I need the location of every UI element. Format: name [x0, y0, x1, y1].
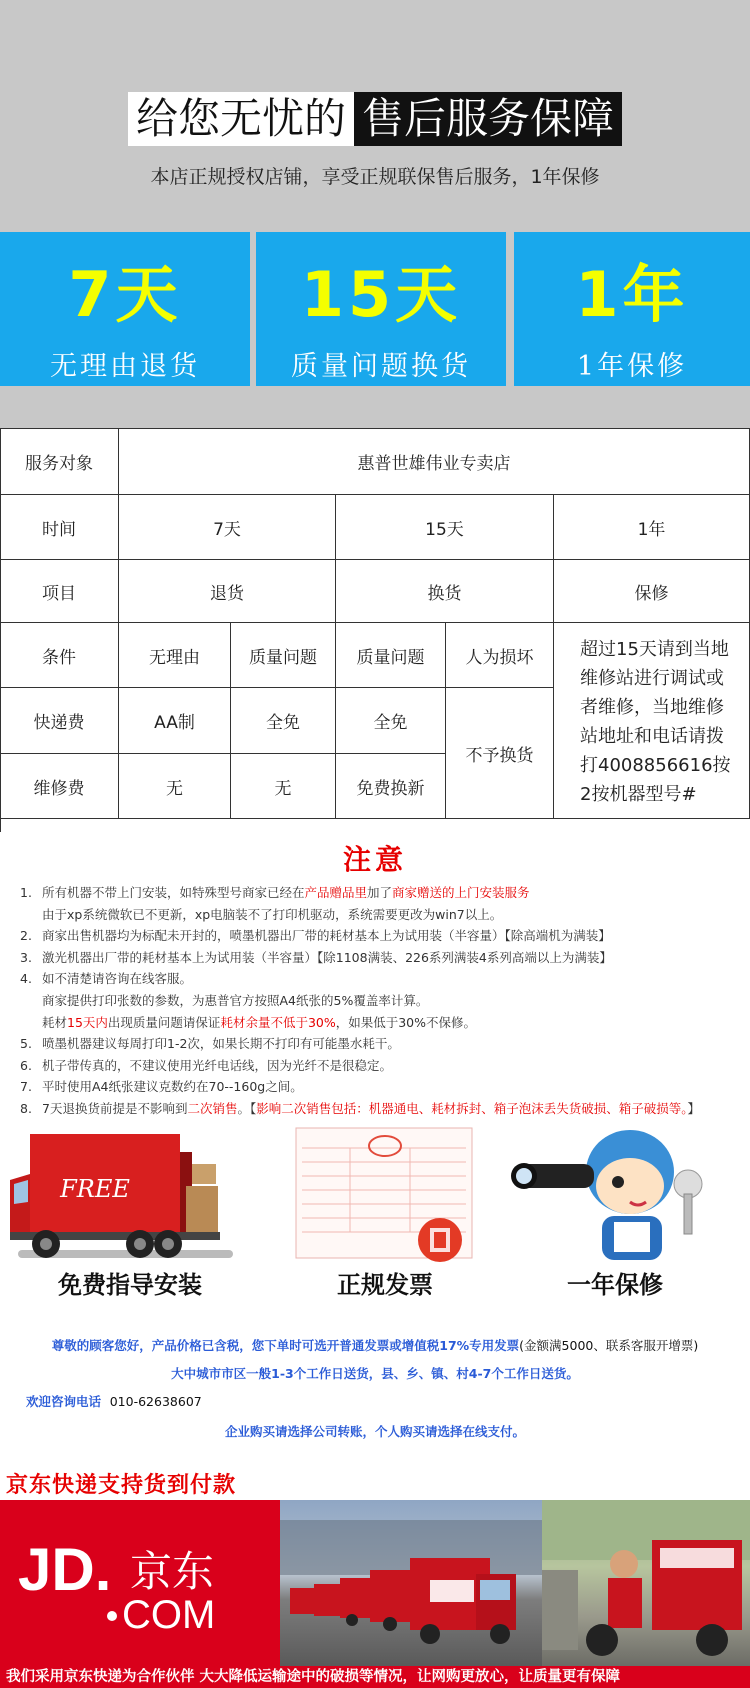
contact-phone: 010-62638607: [109, 1394, 202, 1409]
notice-num: 2.: [20, 928, 32, 944]
shipping-free-return: 全免: [231, 688, 336, 754]
notice-highlight: 二次销售: [187, 1100, 238, 1116]
repair-free-replace: 免费换新: [336, 754, 446, 819]
guarantee-tiles: [0, 232, 750, 386]
payment-info: 企业购买请选择公司转账，个人购买请选择在线支付。: [224, 1424, 525, 1439]
condition-quality-return: 质量问题: [231, 623, 336, 688]
policy-table: [0, 428, 750, 832]
notice-highlight: 产品赠品里: [304, 885, 368, 900]
warranty-note: 超过15天请到当地维修站进行调试或者维修，当地维修站地址和电话请拨打4008856616按2按机器型号#: [554, 623, 750, 819]
notice-text: 。【: [237, 1100, 257, 1116]
notice-item: [20, 925, 735, 947]
jd-trucks-photo: [280, 1500, 542, 1666]
tile-small: 1年保修: [576, 351, 688, 382]
tile-exchange: [256, 232, 506, 386]
notice-num: 7.: [20, 1079, 32, 1095]
notice-item: [20, 882, 735, 904]
notice-num: 4.: [20, 971, 32, 987]
tile-big: 1年: [575, 258, 689, 331]
delivery-info: 大中城市市区一般1-3个工作日送货，县、乡、镇、村4-7个工作日送货。: [171, 1366, 579, 1381]
notice-item: [20, 947, 735, 969]
tile-big: 15天: [300, 258, 462, 331]
condition-no-reason: 无理由: [119, 623, 231, 688]
row-label-shipping: 快递费: [0, 688, 119, 754]
notice-highlight: 影响二次销售包括：机器通电、耗材拆封、箱子泡沫丢失货破损、箱子破损等。: [256, 1100, 688, 1116]
notice-text: 出现质量问题请保证: [107, 1014, 221, 1030]
notice-item: [20, 1055, 735, 1077]
service-icons: [0, 1124, 750, 1304]
warranty-box: [510, 1124, 720, 1304]
page-subtitle: 本店正规授权店铺，享受正规联保售后服务，1年保修: [150, 166, 600, 188]
notice-text: 7天退换货前提是不影响到: [42, 1100, 188, 1116]
notice-item: [20, 1076, 735, 1098]
install-guide-label: 免费指导安装: [58, 1271, 202, 1299]
notice-text: 耗材: [42, 1014, 68, 1030]
notice-text: ，如果低于30%不保修。: [335, 1014, 477, 1030]
title-inverse: 售后服务保障: [354, 92, 622, 146]
jd-footer-slogan: 我们采用京东快递为合作伙伴 大大降低运输途中的破损等情况，让网购更放心，让质量更有保障: [0, 1666, 750, 1688]
item-warranty: 保修: [554, 560, 750, 623]
time-7d: 7天: [119, 495, 336, 560]
notice-text: 由于xp系统微软已不更新，xp电脑装不了打印机驱动，系统需要更改为win7以上。: [42, 906, 503, 922]
tile-big: 7天: [68, 258, 182, 331]
no-exchange-cell: 不予换货: [446, 688, 554, 819]
tile-warranty: [514, 232, 750, 386]
notice-text: 激光机器出厂带的耗材基本上为试用装（半容量）【除1108满装、226系列满装4系列高端以上为满装】: [42, 949, 612, 965]
notice-num: 6.: [20, 1057, 32, 1073]
jd-logo-com: COM: [122, 1593, 216, 1637]
shipping-split: AA制: [119, 688, 231, 754]
notice-text: 机子带传真的，不建议使用光纤电话线，因为光纤不是很稳定。: [42, 1057, 393, 1073]
notice-title: 注意: [342, 843, 407, 876]
invoice-box: [290, 1124, 480, 1304]
condition-quality-exchange: 质量问题: [336, 623, 446, 688]
notice-text: 】: [687, 1100, 701, 1116]
item-exchange: 换货: [336, 560, 554, 623]
mascot-icon: [510, 1124, 720, 1264]
notice-item: [20, 968, 735, 990]
jd-delivery-title: 京东快递支持货到付款: [6, 1473, 237, 1498]
notice-text: 商家出售机器均为标配未开封的，喷墨机器出厂带的耗材基本上为试用装（半容量）【除高端机为满装】: [42, 928, 611, 944]
tile-small: 无理由退货: [50, 351, 200, 382]
notice-text: 如不清楚请咨询在线客服。: [42, 971, 193, 987]
time-1y: 1年: [554, 495, 750, 560]
notice-highlight: 商家赠送的上门安装服务: [392, 885, 530, 900]
notice-num: 8.: [20, 1100, 32, 1116]
notice-text: 加了: [367, 885, 393, 900]
tax-info-line: [0, 1336, 750, 1354]
notice-item: [20, 1098, 735, 1120]
contact-line: [26, 1392, 202, 1410]
truck-icon: [10, 1124, 250, 1264]
notice-text: 所有机器不带上门安装，如特殊型号商家已经在: [42, 885, 305, 900]
notice-text: 商家提供打印张数的参数，为惠普官方按照A4纸张的5%覆盖率计算。: [42, 992, 429, 1008]
tax-info-text: 尊敬的顾客您好，产品价格已含税，您下单时可选开普通发票或增值税17%专用发票: [51, 1338, 520, 1353]
install-guide-box: [10, 1124, 250, 1304]
courier-image: [542, 1500, 750, 1666]
notice-num: 1.: [20, 885, 32, 900]
condition-human-damage: 人为损坏: [446, 623, 554, 688]
notice-item: [20, 1012, 735, 1034]
contact-label: 欢迎咨询电话: [26, 1394, 102, 1409]
title-plain: 给您无忧的: [128, 92, 354, 146]
service-target-value: 惠普世雄伟业专卖店: [119, 428, 750, 495]
notice-highlight: 耗材余量不低于30%: [220, 1014, 336, 1030]
notice-text: 平时使用A4纸张建议克数约在70--160g之间。: [42, 1079, 303, 1095]
row-label-target: 服务对象: [0, 428, 119, 495]
row-label-condition: 条件: [0, 623, 119, 688]
page-title: [0, 92, 750, 146]
jd-logo-icon: [0, 1500, 280, 1666]
tile-return: [0, 232, 250, 386]
invoice-icon: [290, 1124, 480, 1264]
tax-info-tail: (金额满5000、联系客服开增票): [519, 1338, 699, 1353]
jd-banner: [0, 1500, 750, 1666]
truck-free-text: FREE: [60, 1175, 130, 1203]
item-return: 退货: [119, 560, 336, 623]
jd-logo: [0, 1500, 280, 1666]
notice-text: 喷墨机器建议每周打印1-2次，如果长期不打印有可能墨水耗干。: [42, 1036, 400, 1052]
notice-list: [20, 882, 735, 1120]
shipping-free-exchange: 全免: [336, 688, 446, 754]
notice-highlight: 15天内: [67, 1014, 108, 1030]
notice-num: 5.: [20, 1036, 32, 1052]
repair-none-1: 无: [119, 754, 231, 819]
warranty-label: 一年保修: [567, 1271, 663, 1299]
row-label-time: 时间: [0, 495, 119, 560]
trucks-image: [280, 1500, 542, 1666]
tile-small: 质量问题换货: [291, 351, 471, 382]
notice-num: 3.: [20, 949, 32, 965]
jd-logo-cn: 京东: [130, 1547, 215, 1596]
time-15d: 15天: [336, 495, 554, 560]
jd-logo-jd: JD.: [18, 1536, 112, 1603]
notice-item: [20, 1033, 735, 1055]
invoice-label: 正规发票: [337, 1271, 433, 1299]
row-label-repair: 维修费: [0, 754, 119, 819]
row-label-item: 项目: [0, 560, 119, 623]
header-banner: [0, 0, 750, 428]
jd-courier-photo: [542, 1500, 750, 1666]
repair-none-2: 无: [231, 754, 336, 819]
